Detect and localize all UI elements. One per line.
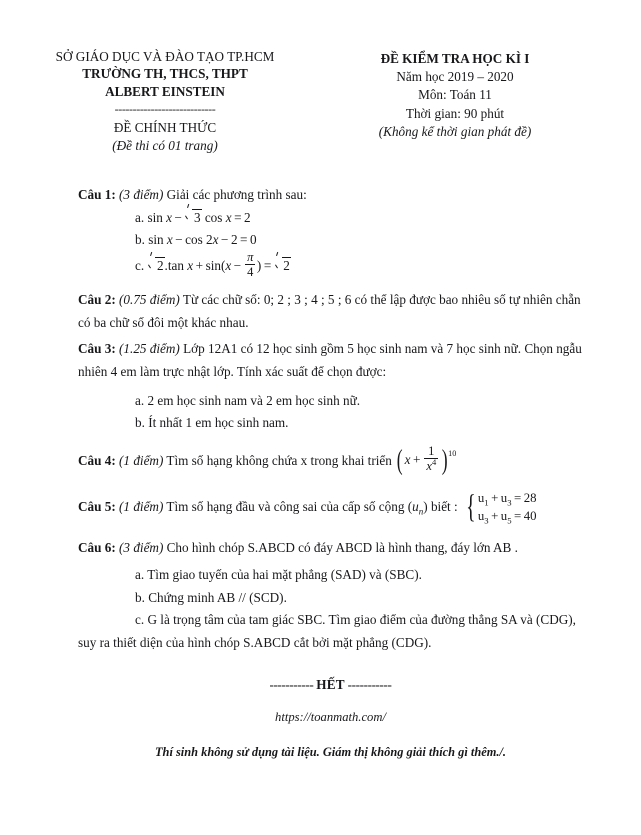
question-5-points: (1 điểm) (119, 499, 164, 515)
school-name: ALBERT EINSTEIN (105, 83, 225, 99)
question-1-points: (3 điểm) (119, 186, 164, 202)
item-marker: b. (135, 232, 145, 248)
header-left-block (0, 48, 330, 154)
left-paren: ( (396, 445, 403, 477)
question-3-text: Lớp 12A1 có 12 học sinh gồm 5 học sinh nam và 7 học sinh nữ. Chọn ngẫu nhiên 4 em làm trực nhật lớp. Tính xác suất để chọn được: (78, 341, 582, 379)
question-3-item-b (135, 412, 583, 435)
subject: Môn: Toán 11 (418, 87, 492, 103)
question-5-label: Câu 5: (78, 499, 116, 515)
item-text: Tìm giao tuyến của hai mặt phẳng (SAD) và (SBC). (147, 566, 422, 582)
question-2-points: (0.75 điểm) (119, 291, 180, 307)
question-1-label: Câu 1: (78, 186, 116, 202)
exam-content (0, 184, 641, 760)
question-3-item-a (135, 390, 583, 413)
question-4 (78, 443, 583, 477)
header-right-block (330, 48, 580, 141)
question-5 (78, 488, 583, 526)
exam-rules-note: Thí sinh không sử dụng tài liệu. Giám thị không giải thích gì thêm./. (154, 744, 506, 759)
question-3-points: (1.25 điểm) (119, 341, 180, 357)
exam-title: ĐỀ KIỂM TRA HỌC KÌ I (380, 51, 530, 66)
document-header (0, 0, 641, 154)
item-text: 2 em học sinh nam và 2 em học sinh nữ. (147, 392, 361, 408)
fraction-denominator: $x^4$ (426, 456, 437, 473)
question-1-text: Giải các phương trình sau: (166, 186, 307, 202)
end-dash-right: ----------- (344, 676, 392, 692)
question-6-points: (3 điểm) (119, 540, 164, 556)
item-marker: c. (135, 258, 145, 273)
question-1 (78, 184, 583, 207)
header-divider: ---------------------------- (114, 102, 216, 117)
question-5-text-after: biết : (430, 499, 458, 515)
equation-1b: sin x − cos 2x − 2 = 0 (148, 232, 257, 248)
sequence-symbol: $(u_n)$ (407, 499, 428, 517)
item-marker: a. (135, 209, 145, 225)
school-year: Năm học 2019 – 2020 (396, 69, 514, 85)
binom-plus: + (412, 452, 421, 468)
item-marker: a. (135, 566, 145, 582)
item-marker: b. (135, 589, 145, 605)
end-dash-left: ----------- (269, 676, 317, 692)
question-6-item-c (78, 609, 583, 654)
question-6-item-b (135, 587, 583, 610)
item-marker: a. (135, 392, 145, 408)
item-marker: c. (135, 612, 145, 628)
binomial-expression (395, 443, 457, 477)
document-footer (78, 677, 583, 760)
question-6-label: Câu 6: (78, 540, 116, 556)
item-text: G là trọng tâm của tam giác SBC. Tìm giao điểm của đường thẳng SA và (CDG), suy ra thiết diện của hình chóp S.ABCD cắt bởi mặt phẳng (CDG). (78, 612, 576, 651)
question-6-item-a (135, 564, 583, 587)
question-4-points: (1 điểm) (119, 453, 164, 469)
question-6 (78, 537, 583, 560)
school-type: TRƯỜNG TH, THCS, THPT (82, 66, 248, 82)
question-1-item-a (135, 207, 583, 230)
end-marker (78, 677, 583, 693)
page-count-note: (Đề thi có 01 trang) (112, 137, 218, 153)
question-2 (78, 289, 583, 334)
system-row-1: $u_1 + u_3 = 28$ (477, 491, 537, 508)
system-rows (478, 490, 537, 524)
duration: Thời gian: 90 phút (405, 105, 505, 121)
item-marker: b. (135, 415, 145, 431)
question-2-text: Từ các chữ số: 0; 2 ; 3 ; 4 ; 5 ; 6 có thể lập được bao nhiêu số tự nhiên chẵn có ba chữ số đôi một khác nhau. (78, 291, 581, 330)
equation-1a: sin x − 3 cos x = 2 (147, 210, 250, 225)
system-brace: { (466, 488, 476, 525)
official-paper-label: ĐỀ CHÍNH THỨC (113, 120, 217, 136)
right-paren: ) (441, 445, 448, 477)
question-3-label: Câu 3: (78, 341, 116, 357)
duration-note: (Không kể thời gian phát đề) (378, 123, 532, 139)
binom-exponent: 10 (448, 449, 457, 459)
item-text: Chứng minh AB // (SCD). (148, 589, 287, 605)
question-2-label: Câu 2: (78, 291, 116, 307)
equation-1c: 2.tan x + sin(x − $\frac{\pi}{4}$ ) = 2 (147, 258, 290, 273)
question-3 (78, 338, 583, 383)
question-4-label: Câu 4: (78, 453, 116, 469)
question-5-text-before: Tìm số hạng đầu và công sai của cấp số cộng (166, 499, 405, 515)
department-name: SỞ GIÁO DỤC VÀ ĐÀO TẠO TP.HCM (55, 49, 275, 64)
binom-fraction (424, 444, 438, 474)
fraction-numerator: 1 (428, 443, 435, 458)
system-row-2: $u_3 + u_5 = 40$ (477, 508, 537, 526)
question-1-item-b (135, 229, 583, 252)
item-text: Ít nhất 1 em học sinh nam. (148, 415, 289, 431)
question-4-text: Tìm số hạng không chứa x trong khai triển (166, 453, 392, 469)
binom-base: x (404, 452, 411, 468)
source-website: https://toanmath.com/ (275, 709, 386, 724)
question-6-text: Cho hình chóp S.ABCD có đáy ABCD là hình thang, đáy lớn AB . (166, 540, 518, 556)
question-1-item-c (135, 252, 583, 282)
equation-system (463, 490, 537, 524)
end-label: HẾT (316, 676, 345, 692)
